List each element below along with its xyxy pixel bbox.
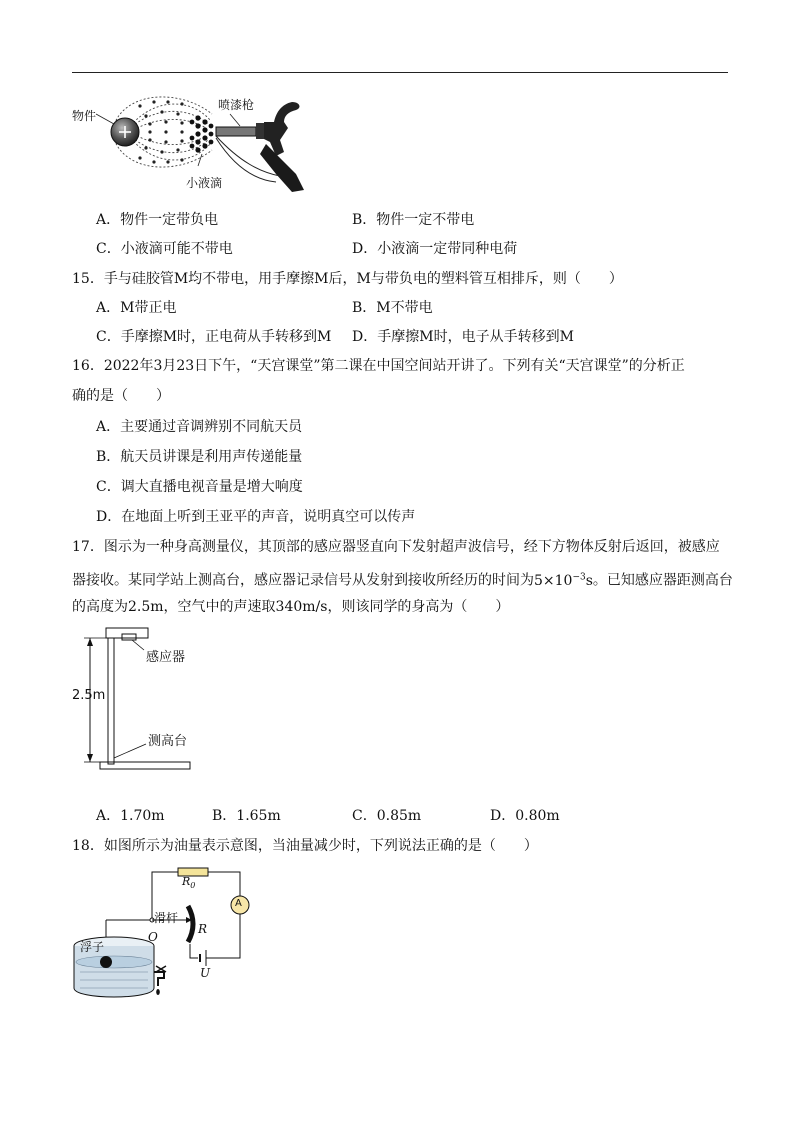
q17-option-c[interactable]: C．0.85m — [352, 808, 422, 824]
q14-option-a[interactable]: A．物件一定带负电 — [96, 212, 219, 228]
q17-stem-line1: 17．图示为一种身高测量仪，其顶部的感应器竖直向下发射超声波信号，经下方物体反射后返回，被感应 — [72, 539, 720, 555]
q17-option-d[interactable]: D．0.80m — [490, 808, 560, 824]
q16-stem-line1: 16．2022年3月23日下午，“天宫课堂”第二课在中国空间站开讲了。下列有关“天宫课堂”的分析正 — [72, 358, 685, 374]
label-object: 物件 — [72, 109, 97, 123]
q15-option-b[interactable]: B．M不带电 — [352, 300, 433, 316]
q16-stem-line2: 确的是（ ） — [72, 388, 170, 404]
q16-option-d[interactable]: D．在地面上听到王亚平的声音，说明真空可以传声 — [96, 509, 416, 525]
fuel-gauge-figure — [70, 862, 270, 1002]
float-ball — [100, 956, 112, 968]
label-r: R — [198, 922, 208, 936]
label-pivot: O — [148, 930, 158, 944]
q14-option-b[interactable]: B．物件一定不带电 — [352, 212, 475, 228]
q15-option-a[interactable]: A．M带正电 — [96, 300, 177, 316]
q17-option-b[interactable]: B．1.65m — [212, 808, 281, 824]
q15-stem: 15．手与硅胶管M均不带电，用手摩擦M后，M与带负电的塑料管互相排斥，则（ ） — [72, 271, 623, 287]
label-droplets: 小液滴 — [186, 176, 223, 190]
label-platform: 测高台 — [148, 734, 188, 749]
q16-option-b[interactable]: B．航天员讲课是利用声传递能量 — [96, 449, 303, 465]
label-float: 浮子 — [80, 940, 105, 954]
time-value: $5\times 10^{-3}s$ — [534, 572, 593, 589]
label-voltage: U — [200, 966, 211, 980]
q16-option-a[interactable]: A．主要通过音调辨别不同航天员 — [96, 419, 303, 435]
label-spray-gun: 喷漆枪 — [218, 98, 255, 112]
q17-stem-line3: 的高度为2.5m，空气中的声速取340m/s，则该同学的身高为（ ） — [72, 599, 510, 615]
label-ammeter: A — [235, 898, 242, 909]
q16-option-c[interactable]: C．调大直播电视音量是增大响度 — [96, 479, 303, 495]
header-rule — [72, 72, 728, 73]
label-height: 2.5m — [72, 688, 106, 703]
q15-option-c[interactable]: C．手摩擦M时，正电荷从手转移到M — [96, 329, 332, 345]
label-sensor: 感应器 — [146, 650, 186, 665]
q17-stem-line2: 器接收。某同学站上测高台，感应器记录信号从发射到接收所经历的时间为$5\times 10^{-3}s$。已知感应器距测高台 — [72, 572, 733, 589]
q18-stem: 18．如图所示为油量表示意图，当油量减少时，下列说法正确的是（ ） — [72, 838, 538, 854]
q14-option-d[interactable]: D．小液滴一定带同种电荷 — [352, 241, 518, 257]
q17-option-a[interactable]: A．1.70m — [96, 808, 165, 824]
q15-option-d[interactable]: D．手摩擦M时，电子从手转移到M — [352, 329, 574, 345]
label-r0: $R_0$ — [182, 875, 196, 891]
q14-option-c[interactable]: C．小液滴可能不带电 — [96, 241, 233, 257]
label-lever: 滑杆 — [154, 911, 179, 925]
